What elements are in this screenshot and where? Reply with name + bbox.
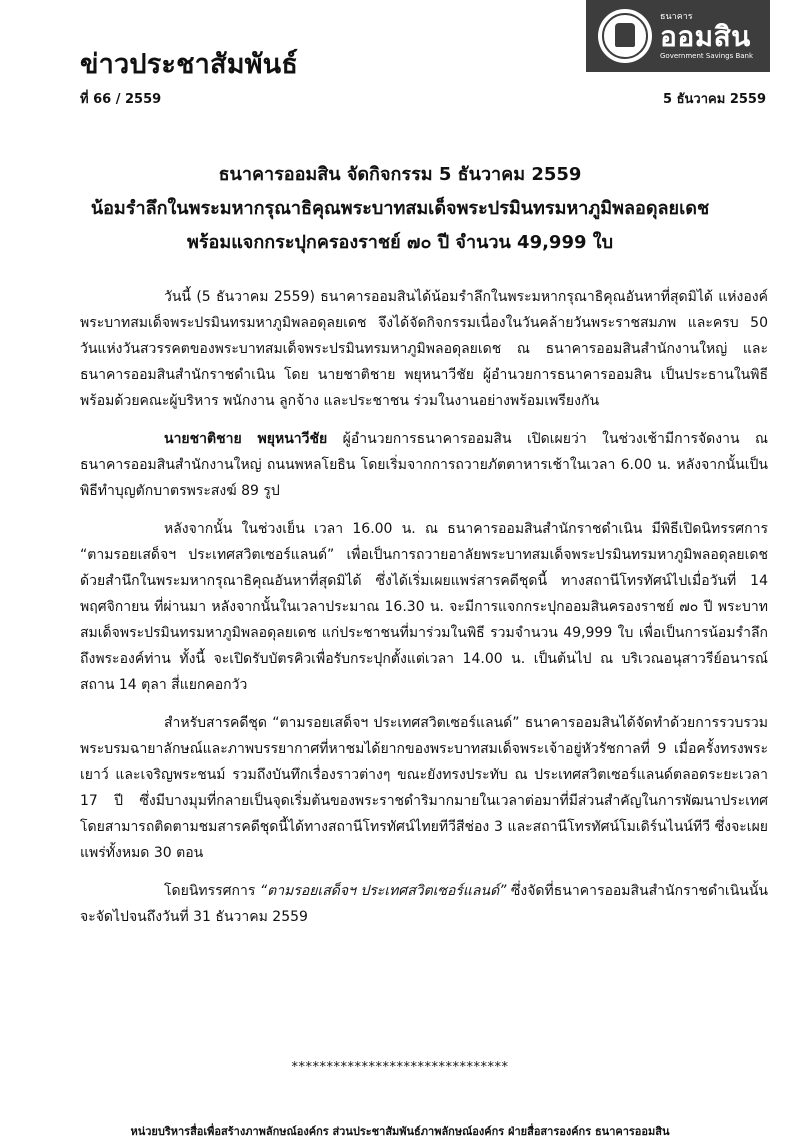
- headline-line-1: ธนาคารออมสิน จัดกิจกรรม 5 ธันวาคม 2559: [218, 164, 582, 185]
- separator: *******************************: [291, 1060, 509, 1075]
- bank-seal-icon: [598, 9, 652, 63]
- paragraph-3: หลังจากนั้น ในช่วงเย็น เวลา 16.00 น. ณ ธนาคารออมสินสำนักราชดำเนิน มีพิธีเปิดนิทรรศการ “ตามรอยเสด็จฯ ประเทศสวิตเซอร์แลนด์” เพื่อเป็นการถวายอาลัยพระบาทสมเด็จพระปรมินทรมหาภูมิพลอดุลยเดช ด้วยสำนึกในพระมหากรุณาธิคุณอันหาที่สุดมิได้ ซึ่งได้เริ่มเผยแพร่สารคดีชุดนี้ ทางสถานีโทรทัศน์ไปเมื่อวันที่ 14 พฤศจิกายน ที่ผ่านมา หลังจากนั้นในเวลาประมาณ 16.30 น. จะมีการแจกกระปุกออมสินครองราชย์ ๗๐ ปี พระบาทสมเด็จพระปรมินทรมหาภูมิพลอดุลยเดช แก่ประชาชนที่มาร่วมในพิธี รวมจำนวน 49,999 ใบ เพื่อเป็นการน้อมรำลึกถึงพระองค์ท่าน ทั้งนี้ จะเปิดรับบัตรคิวเพื่อรับกระปุกตั้งแต่เวลา 14.00 น. เป็นต้นไป ณ บริเวณอนุสาวรีย์อนารณ์สถาน 14 ตุลา สี่แยกคอกวัว: [80, 521, 768, 693]
- gsb-logo: [586, 0, 770, 72]
- headline-line-2: น้อมรำลึกในพระมหากรุณาธิคุณพระบาทสมเด็จพระปรมินทรมหาภูมิพลอดุลยเดช: [90, 198, 710, 219]
- headline-line-3: พร้อมแจกกระปุกครองราชย์ ๗๐ ปี จำนวน 49,999 ใบ: [187, 232, 613, 253]
- paragraph-5-post: ซึ่งจัดที่ธนาคารออมสินสำนักราชดำเนินนั้น จะจัดไปจนถึงวันที่ 31 ธันวาคม 2559: [80, 883, 768, 925]
- release-number: ที่ 66 / 2559: [80, 92, 162, 107]
- paragraph-5-pre: โดยนิทรรศการ: [164, 883, 260, 899]
- paragraph-2: [80, 426, 768, 504]
- paragraph-5-quote: “ตามรอยเสด็จฯ ประเทศสวิตเซอร์แลนด์”: [259, 883, 507, 899]
- article-body: [80, 284, 768, 942]
- paragraph-1: วันนี้ (5 ธันวาคม 2559) ธนาคารออมสินได้น้อมรำลึกในพระมหากรุณาธิคุณอันหาที่สุดมิได้ แห่งองค์พระบาทสมเด็จพระปรมินทรมหาภูมิพลอดุลยเดช จึงได้จัดกิจกรรมเนื่องในวันคล้ายวันพระราชสมภพ และครบ 50 วันแห่งวันสวรรคตของพระบาทสมเด็จพระปรมินทรมหาภูมิพลอดุลยเดช ณ ธนาคารออมสินสำนักงานใหญ่ และธนาคารออมสินสำนักราชดำเนิน โดย นายชาติชาย พยุหนาวีชัย ผู้อำนวยการธนาคารออมสิน เป็นประธานในพิธี พร้อมด้วยคณะผู้บริหาร พนักงาน ลูกจ้าง และประชาชน ร่วมในงานอย่างพร้อมเพรียงกัน: [80, 289, 768, 409]
- page-title: ข่าวประชาสัมพันธ์: [80, 49, 299, 80]
- logo-brand-text: ออมสิน: [660, 19, 751, 53]
- footer: หน่วยบริหารสื่อเพื่อสร้างภาพลักษณ์องค์กร ส่วนประชาสัมพันธ์ภาพลักษณ์องค์กร ฝ่ายสื่อสารองค์กร ธนาคารออมสิน: [130, 1125, 670, 1138]
- logo-text: [660, 12, 753, 61]
- headline: [30, 158, 770, 260]
- paragraph-5: [80, 878, 768, 930]
- release-date: 5 ธันวาคม 2559: [663, 92, 766, 107]
- paragraph-2-lead: นายชาติชาย พยุหนาวีชัย: [164, 431, 328, 447]
- logo-small-text: ธนาคาร: [660, 11, 693, 22]
- logo-english-text: Government Savings Bank: [660, 51, 754, 60]
- paragraph-4: สำหรับสารคดีชุด “ตามรอยเสด็จฯ ประเทศสวิตเซอร์แลนด์” ธนาคารออมสินได้จัดทำด้วยการรวบรวมพระบรมฉายาลักษณ์และภาพบรรยากาศที่หาชมได้ยากของพระบาทสมเด็จพระเจ้าอยู่หัวรัชกาลที่ 9 เมื่อครั้งทรงพระเยาว์ และเจริญพระชนม์ รวมถึงบันทึกเรื่องราวต่างๆ ขณะยังทรงประทับ ณ ประเทศสวิตเซอร์แลนด์ตลอดระยะเวลา 17 ปี ซึ่งมีบางมุมที่กลายเป็นจุดเริ่มต้นของพระราชดำริมากมายในเวลาต่อมาที่มีส่วนสำคัญในการพัฒนาประเทศ โดยสามารถติดตามชมสารคดีชุดนี้ได้ทางสถานีโทรทัศน์ไทยทีวีสีช่อง 3 และสถานีโทรทัศน์โมเดิร์นไนน์ทีวี ซึ่งจะเผยแพร่ทั้งหมด 30 ตอน: [80, 715, 768, 861]
- paragraph-2-text: ผู้อำนวยการธนาคารออมสิน เปิดเผยว่า ในช่วงเช้ามีการจัดงาน ณ ธนาคารออมสินสำนักงานใหญ่ ถนนพหลโยธิน โดยเริ่มจากการถวายภัตตาหารเช้าในเวลา 6.00 น. หลังจากนั้นเป็นพิธีทำบุญตักบาตรพระสงฆ์ 89 รูป: [80, 431, 768, 499]
